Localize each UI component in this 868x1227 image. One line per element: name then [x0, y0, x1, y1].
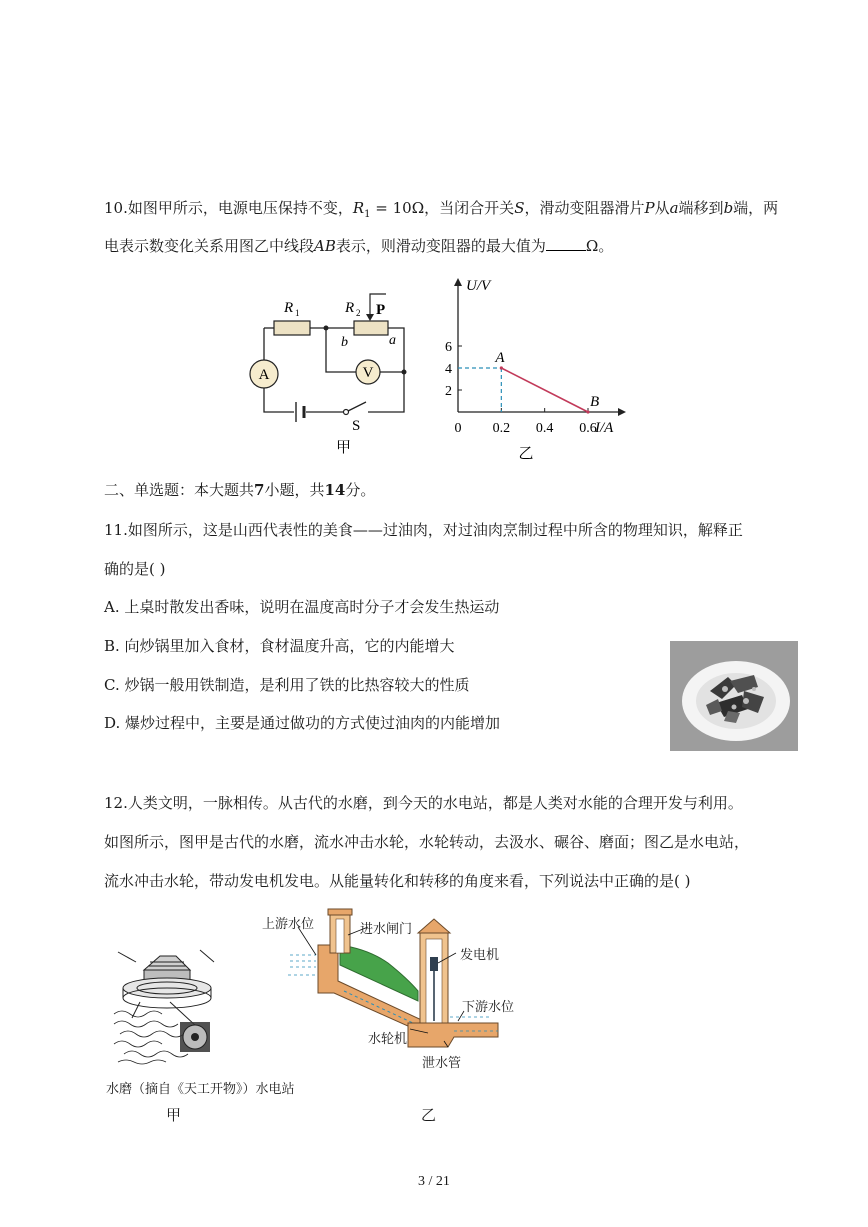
water-mill-picture: [110, 940, 220, 1070]
unit-ohm: Ω。: [585, 237, 614, 255]
q12-line2: 如图所示，图甲是古代的水磨，流水冲击水轮，水轮转动，去汲水、碾谷、磨面；图乙是水电站，: [104, 833, 750, 851]
y-tick-label: 2: [445, 384, 452, 399]
ui-graph: [440, 272, 630, 462]
food-photo: [670, 641, 798, 751]
question-count: 7: [254, 481, 265, 499]
label-drain: 泄水管: [422, 1056, 462, 1071]
label-turbine: 水轮机: [368, 1032, 408, 1047]
voltmeter-label: V: [362, 365, 374, 381]
label-gate: 进水闸门: [360, 922, 413, 937]
r1-subscript: 1: [364, 209, 371, 220]
label-upstream: 上游水位: [262, 917, 315, 932]
section-text: 二、单选题：本大题共: [104, 481, 255, 499]
y-axis-label: U/V: [466, 278, 491, 294]
caption-yi: 乙: [518, 446, 534, 462]
end-b-symbol: b: [723, 199, 734, 217]
q12-line1: 12.人类文明，一脉相传。从古代的水磨，到今天的水电站，都是人类对水能的合理开发与利用。: [104, 794, 743, 812]
q12-line3: 流水冲击水轮，带动发电机发电。从能量转化和转移的角度来看，下列说法中正确的是( ): [104, 872, 691, 890]
r1-value: = 10Ω: [370, 199, 425, 217]
label-generator: 发电机: [460, 948, 500, 963]
r1-symbol: R: [352, 199, 365, 217]
circuit-diagram: [244, 288, 424, 458]
q11-option-d[interactable]: D. 爆炒过程中，主要是通过做功的方式使过油肉的内能增加: [104, 714, 501, 732]
section-heading: [104, 480, 375, 500]
label-downstream: 下游水位: [462, 1000, 515, 1015]
a-label: a: [389, 333, 396, 348]
data-point: [500, 366, 503, 369]
slider-label: P: [376, 302, 386, 318]
y-tick-label: 6: [445, 340, 452, 355]
q10-text: 端移到: [678, 199, 724, 217]
x-axis-label: I/A: [595, 420, 614, 436]
q11-stem-line2: 确的是( ): [104, 560, 166, 578]
slider-arrow-icon: [366, 314, 374, 321]
q10-text: 从: [654, 199, 670, 217]
q10-line2: [104, 236, 613, 256]
answer-blank[interactable]: [546, 236, 586, 251]
q10-text: 表示，则滑动变阻器的最大值为: [335, 237, 546, 255]
point-label: A: [495, 350, 505, 366]
q10-text: 10.如图甲所示，电源电压保持不变，: [104, 199, 353, 217]
page-number: 3 / 21: [418, 1174, 450, 1189]
total-score: 14: [324, 481, 346, 499]
ammeter-label: A: [258, 367, 270, 383]
caption-yi-12: 乙: [421, 1106, 437, 1124]
caption-jia-12: 甲: [166, 1106, 182, 1124]
x-axis-arrow-icon: [618, 408, 626, 416]
x-tick-label: 0.2: [492, 421, 511, 436]
caption-jia: 甲: [336, 440, 352, 456]
data-point: [586, 410, 589, 413]
switch-icon: [344, 410, 349, 415]
r1-label: R: [284, 300, 294, 316]
section-text: 小题，共: [264, 481, 325, 499]
q11-option-c[interactable]: C. 炒锅一般用铁制造，是利用了铁的比热容较大的性质: [104, 676, 470, 694]
y-axis-arrow-icon: [454, 278, 462, 286]
x-tick-label: 0: [454, 421, 462, 436]
q10-text: 端，两: [733, 199, 779, 217]
slider-symbol: P: [644, 199, 655, 217]
q11-option-a[interactable]: A. 上桌时散发出香味，说明在温度高时分子才会发生热运动: [104, 598, 500, 616]
q10-text: ，滑动变阻器滑片: [524, 199, 645, 217]
section-text: 分。: [345, 481, 376, 499]
point-label: B: [590, 394, 600, 410]
end-a-symbol: a: [669, 199, 679, 217]
r1-label-sub: 1: [295, 308, 300, 318]
switch-label: S: [352, 418, 361, 434]
y-tick-label: 4: [445, 362, 452, 377]
r2-label: R: [345, 300, 355, 316]
segment-ab-symbol: AB: [314, 237, 336, 255]
segment-ab: [501, 368, 588, 412]
resistor-r1: [274, 321, 310, 335]
figure-caption-line: 水磨（摘自《天工开物》）水电站: [106, 1082, 295, 1097]
b-label: b: [341, 335, 348, 350]
x-tick-label: 0.4: [535, 421, 554, 436]
switch-symbol: S: [514, 199, 525, 217]
q11-option-b[interactable]: B. 向炒锅里加入食材，食材温度升高，它的内能增大: [104, 637, 455, 655]
r2-label-sub: 2: [356, 308, 361, 318]
rheostat-r2: [354, 321, 388, 335]
q10-text: ，当闭合开关: [424, 199, 515, 217]
q11-stem-line1: 11.如图所示，这是山西代表性的美食——过油肉，对过油肉烹制过程中所含的物理知识，解释正: [104, 521, 743, 539]
x-tick-label: 0.6: [579, 421, 597, 436]
q10-text: 电表示数变化关系用图乙中线段: [104, 237, 315, 255]
q10-line1: [104, 198, 778, 225]
